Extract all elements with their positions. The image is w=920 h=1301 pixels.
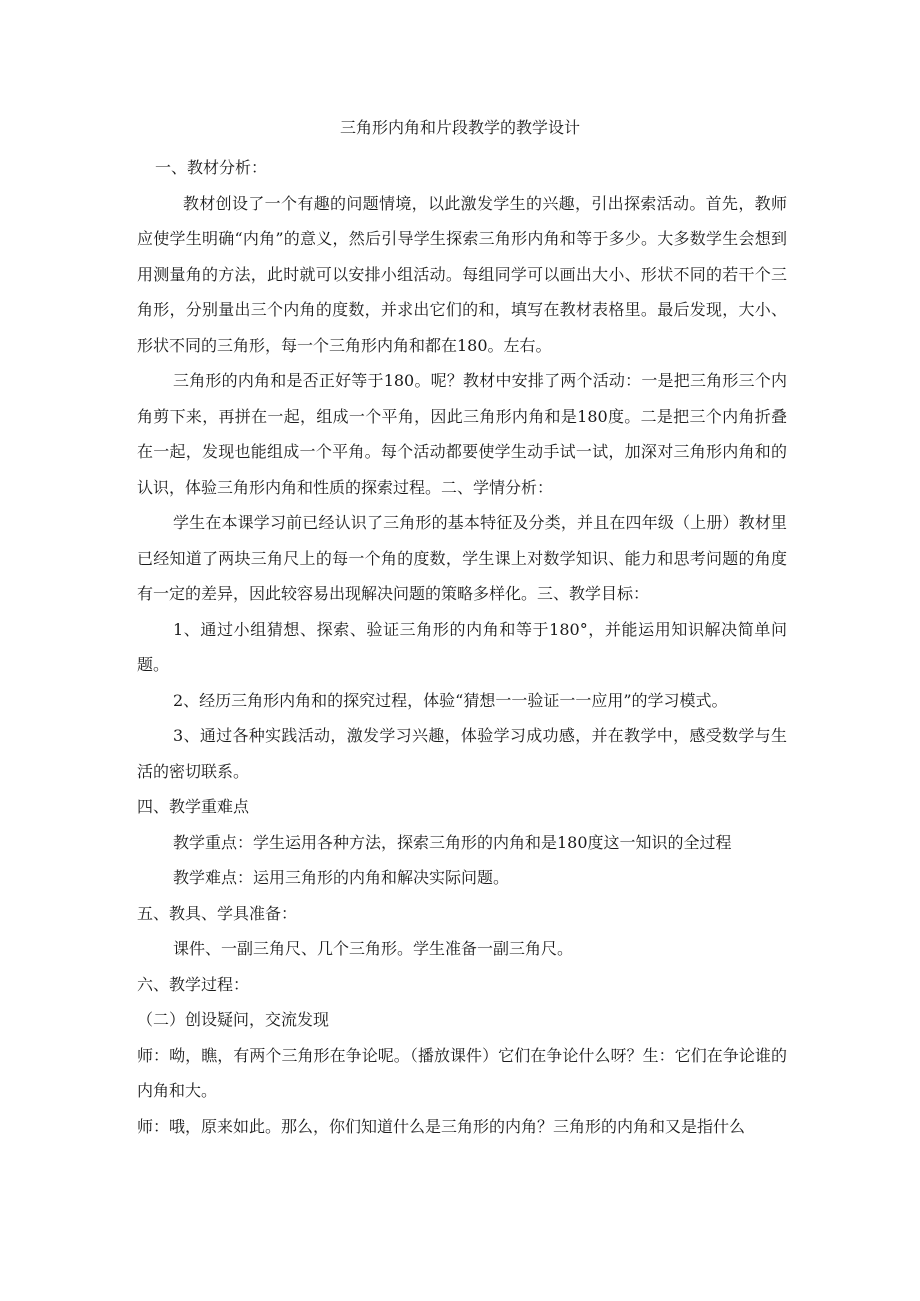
paragraph-angle-sum-activities: 三角形的内角和是否正好等于180。呢？教材中安排了两个活动：一是把三角形三个内角剪下来，再拼在一起，组成一个平角，因此三角形内角和是180度。二是把三个内角折叠在一起，发现也能组成一个平角。每个活动都要使学生动手试一试，加深对三角形内角和的认识，体验三角形内角和性质的探索过程。二、学情分析：: [137, 371, 787, 497]
teaching-goal-2: 2、经历三角形内角和的探究过程，体验“猜想一一验证一一应用”的学习模式。: [173, 690, 728, 710]
materials-text: 课件、一副三角尺、几个三角形。学生准备一副三角尺。: [173, 939, 574, 958]
dialog-line-1: 师：呦，瞧，有两个三角形在争论呢。（播放课件）它们在争论什么呀？生：它们在争论谁的内角和大。: [137, 1045, 787, 1100]
difficult-point-text: 教学难点：运用三角形的内角和解决实际问题。: [173, 868, 510, 887]
section-heading-key-points: 四、教学重难点: [137, 797, 250, 816]
paragraph-student-analysis: 学生在本课学习前已经认识了三角形的基本特征及分类，并且在四年级（上册）教材里已经知道了两块三角尺上的每一个角的度数，学生课上对数学知识、能力和思考问题的角度有一定的差异，因此较容易出现解决问题的策略多样化。三、教学目标：: [137, 513, 787, 603]
key-point-text: 教学重点：学生运用各种方法，探索三角形的内角和是180度这一知识的全过程: [173, 832, 732, 852]
paragraph-textbook-analysis: 教材创设了一个有趣的问题情境，以此激发学生的兴趣，引出探索活动。首先，教师应使学生明确“内角”的意义，然后引导学生探索三角形内角和等于多少。大多数学生会想到用测量角的方法，此时就可以安排小组活动。每组同学可以画出大小、形状不同的若干个三角形，分别量出三个内角的度数，并求出它们的和，填写在教材表格里。最后发现，大小、形状不同的三角形，每一个三角形内角和都在180。左右。: [137, 193, 787, 355]
section-heading-textbook-analysis: 一、教材分析：: [155, 158, 268, 177]
teaching-goal-1: 1、通过小组猜想、探索、验证三角形的内角和等于180°，并能运用知识解决简单问题。: [137, 619, 787, 674]
section-heading-materials: 五、教具、学具准备：: [137, 903, 298, 923]
document-body: [137, 150, 787, 1144]
document-title: 三角形内角和片段教学的教学设计: [339, 118, 580, 137]
teaching-goal-3: 3、通过各种实践活动，激发学习兴趣，体验学习成功感，并在教学中，感受数学与生活的密切联系。: [137, 726, 787, 781]
sub-heading-inquiry: （二）创设疑问，交流发现: [137, 1010, 330, 1029]
section-heading-teaching-process: 六、教学过程：: [137, 974, 250, 994]
dialog-line-2: 师：哦，原来如此。那么，你们知道什么是三角形的内角？三角形的内角和又是指什么: [137, 1116, 746, 1136]
